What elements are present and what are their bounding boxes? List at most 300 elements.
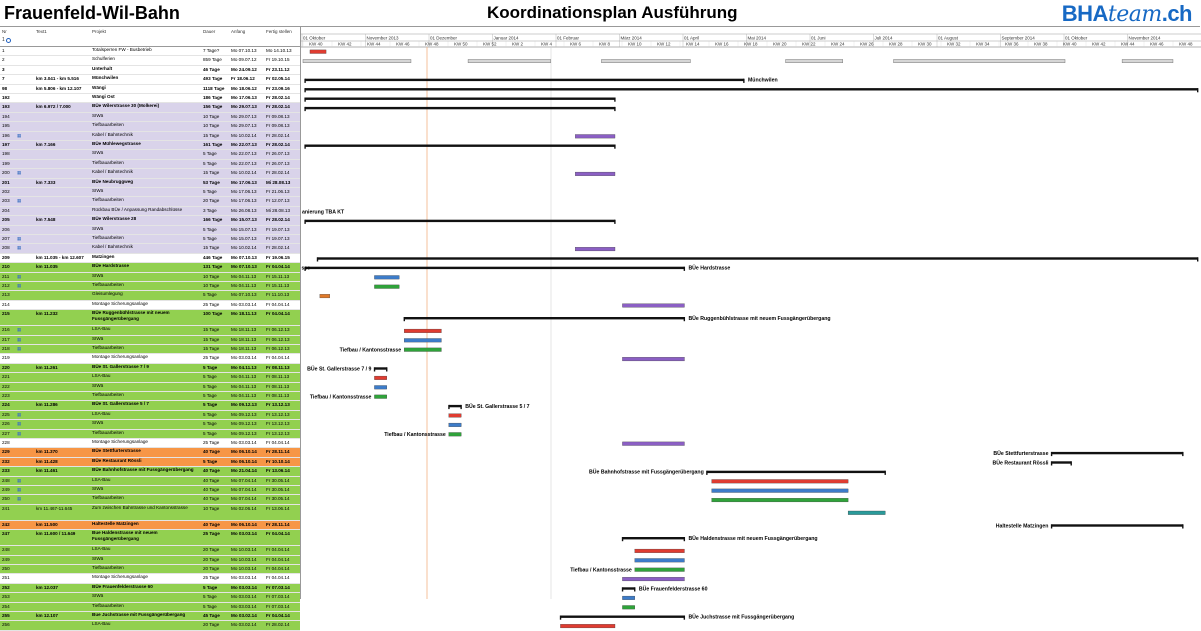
row-text1: km 7.548 — [36, 217, 56, 223]
row-duration: 25 Tage — [203, 301, 220, 307]
row-project: Kabel / Bahntechnik — [92, 244, 133, 250]
row-duration: 40 Tage — [203, 487, 220, 492]
row-text1: km 11.428 — [36, 458, 58, 464]
table-row[interactable] — [0, 574, 300, 583]
table-row[interactable] — [0, 505, 300, 521]
row-start: Mo 04.11.13 — [231, 283, 257, 288]
row-duration: 20 Tage — [203, 547, 220, 553]
month-label: Mai 2014 — [747, 35, 767, 41]
row-project: BÜe Wilerstrasse 28 — [92, 216, 137, 222]
row-number: 249 — [2, 556, 10, 562]
row-number: 212 — [2, 283, 10, 288]
row-duration: 25 Tage — [203, 575, 220, 581]
row-project: LSA-Bau — [92, 546, 111, 552]
row-project: Tiefbauarbeiten — [92, 235, 124, 240]
row-start: Mo 02.06.14 — [231, 505, 257, 511]
week-label: KW 12 — [657, 41, 671, 47]
bar-label-left: BÜe Restaurant Rössli — [992, 460, 1049, 467]
row-text1: km 7.166 — [36, 142, 56, 147]
table-row[interactable] — [0, 495, 300, 504]
row-finish: Fr 19.10.15 — [266, 57, 290, 63]
row-finish: Fr 28.02.14 — [266, 104, 290, 110]
table-row[interactable] — [0, 477, 300, 486]
row-number: 208 — [2, 245, 10, 251]
row-project: Montage Sicherungsanlage — [92, 354, 148, 360]
table-row[interactable] — [0, 75, 300, 84]
table-row[interactable] — [0, 301, 300, 310]
row-duration: 15 Tage — [203, 170, 220, 176]
red-task-bar — [310, 50, 326, 54]
green-task-bar — [635, 568, 685, 572]
summary-bar — [305, 79, 744, 81]
row-project: Schulferien — [92, 56, 115, 62]
table-row[interactable] — [0, 392, 300, 401]
row-duration: 25 Tage — [203, 440, 220, 445]
row-number: 226 — [2, 421, 10, 427]
row-duration: 156 Tage — [203, 104, 223, 110]
row-finish: Fr 06.12.13 — [266, 336, 290, 342]
row-number: 223 — [2, 393, 10, 398]
row-duration: 15 Tage — [203, 132, 220, 138]
month-label: März 2014 — [620, 35, 642, 41]
company-logo — [1062, 1, 1192, 27]
row-duration: 10 Tage — [203, 113, 220, 119]
col-start[interactable]: Anfang — [231, 29, 246, 34]
summary-end-mark — [614, 107, 615, 111]
row-duration: 166 Tage — [203, 217, 223, 223]
row-start: Mo 03.02.14 — [231, 613, 257, 618]
row-finish: Fr 04.04.14 — [266, 556, 290, 562]
week-label: KW 42 — [338, 41, 352, 47]
table-row[interactable] — [0, 383, 300, 392]
row-finish: Mi 28.08.13 — [266, 179, 291, 185]
col-project[interactable]: Projekt — [92, 29, 107, 34]
row-finish: Fr 28.02.14 — [266, 622, 290, 628]
table-row[interactable] — [0, 373, 300, 382]
table-row[interactable] — [0, 263, 300, 272]
row-text1: km 7.333 — [36, 179, 56, 185]
row-duration: 859 Tage — [203, 57, 222, 63]
row-project: SIWä — [92, 150, 104, 156]
row-indicator-icon: ▦ — [17, 496, 22, 502]
summary-bar — [305, 98, 615, 100]
row-project: SIWä — [92, 420, 104, 426]
table-row[interactable] — [0, 310, 300, 326]
month-label: November 2014 — [1128, 35, 1161, 41]
summary-start-mark — [304, 220, 305, 224]
summary-bar — [707, 471, 886, 473]
table-row[interactable] — [0, 273, 300, 282]
row-start: Mo 09.12.13 — [231, 421, 257, 427]
col-finish[interactable]: Fertig stellen — [266, 29, 292, 34]
row-start: Mo 17.06.13 — [231, 198, 257, 204]
row-duration: 5 Tage — [203, 421, 217, 427]
table-row[interactable] — [0, 411, 300, 420]
bar-prefix-label: sse — [301, 265, 311, 272]
table-row[interactable] — [0, 439, 300, 448]
table-row[interactable] — [0, 430, 300, 439]
bar-label-left: Tiefbau / Kantonsstrasse — [309, 394, 372, 401]
row-duration: 40 Tage — [203, 477, 220, 483]
table-row[interactable] — [0, 467, 300, 476]
row-project: BÜe Bahnhofstrasse mit Fussgängerübergang — [92, 467, 194, 473]
row-finish: Fr 06.12.13 — [266, 327, 290, 333]
col-nr[interactable]: Nr — [2, 29, 7, 34]
row-duration: 10 Tage — [203, 283, 220, 288]
bar-label: BÜe Hardstrasse — [688, 265, 731, 272]
row-number: 224 — [2, 402, 10, 408]
table-row[interactable] — [0, 530, 300, 546]
summary-start-mark — [622, 587, 623, 591]
row-start: Mo 17.06.13 — [231, 95, 257, 100]
row-start: Mo 07.04.14 — [231, 487, 257, 492]
row-start: Mo 10.02.14 — [231, 245, 257, 251]
summary-end-mark — [386, 367, 387, 371]
summary-bar — [622, 537, 684, 539]
table-row[interactable] — [0, 169, 300, 178]
row-project: Münchwilen — [92, 75, 119, 81]
row-duration: 5 Tage — [203, 584, 218, 590]
row-duration: 45 Tage — [203, 613, 220, 618]
row-number: 7 — [2, 76, 5, 82]
table-row[interactable] — [0, 56, 300, 65]
row-start: Mo 21.04.14 — [231, 468, 257, 474]
table-row[interactable] — [0, 85, 300, 94]
row-finish: Fr 13.06.14 — [266, 468, 290, 474]
table-row[interactable] — [0, 207, 300, 216]
row-text1: km 11.261 — [36, 364, 58, 370]
row-project: BÜe Frauenfelderstrasse 60 — [92, 583, 153, 589]
table-row[interactable] — [0, 160, 300, 169]
row-finish: Fr 15.11.13 — [266, 273, 290, 279]
row-finish: Fr 26.07.13 — [266, 160, 290, 166]
row-duration: 15 Tage — [203, 327, 220, 333]
row-project: Unterhalt — [92, 65, 113, 71]
summary-end-mark — [1182, 452, 1183, 456]
summary-start-mark — [304, 79, 305, 83]
row-project: BÜe Restaurant Rössli — [92, 457, 142, 463]
table-row[interactable] — [0, 336, 300, 345]
row-start: Mo 04.11.13 — [231, 383, 257, 389]
table-row[interactable] — [0, 244, 300, 253]
row-project: SIWä — [92, 112, 104, 118]
row-number: 254 — [2, 603, 10, 609]
row-start: Mo 15.07.13 — [231, 236, 257, 241]
row-start: Mo 06.10.14 — [231, 458, 257, 464]
table-row[interactable] — [0, 584, 300, 593]
row-project: Tiefbauarbeiten — [92, 345, 124, 350]
summary-bar — [305, 220, 615, 222]
row-number: 205 — [2, 217, 10, 223]
summary-end-mark — [885, 471, 886, 475]
row-start: Mo 22.07.13 — [231, 160, 257, 166]
month-label: 01 April — [684, 35, 700, 41]
row-finish: Fr 04.04.14 — [266, 613, 290, 618]
row-start: Mo 04.11.13 — [231, 393, 257, 398]
row-duration: 7 Tage? — [203, 48, 220, 53]
bar-label: Münchwilen — [747, 77, 778, 84]
table-row[interactable] — [0, 354, 300, 363]
table-row[interactable] — [0, 621, 300, 630]
row-start: Mo 07.04.14 — [231, 477, 257, 483]
row-project: Tiefbauarbeiten — [92, 429, 124, 435]
table-row[interactable] — [0, 326, 300, 335]
row-number: 3 — [2, 66, 5, 72]
row-duration: 40 Tage — [203, 449, 220, 455]
row-start: Mo 22.07.13 — [231, 142, 257, 147]
holiday-bar — [468, 60, 551, 63]
table-row[interactable] — [0, 66, 300, 75]
bar-label-left: Haltestelle Matzingen — [995, 523, 1049, 530]
table-row[interactable] — [0, 122, 300, 131]
row-number: 194 — [2, 113, 10, 119]
table-row[interactable] — [0, 565, 300, 574]
table-row[interactable] — [0, 603, 300, 612]
row-project: LSA-Bau — [92, 621, 111, 627]
table-row[interactable] — [0, 94, 300, 103]
row-start: Mo 07.10.13 — [231, 292, 257, 298]
row-project: SIWä — [92, 382, 104, 388]
row-project: Montage Sicherungsanlage — [92, 574, 148, 580]
row-finish: Fr 04.04.14 — [266, 566, 290, 571]
row-project: Haltestelle Matzingen — [92, 520, 139, 526]
row-duration: 5 Tage — [203, 458, 218, 464]
summary-bar — [305, 267, 684, 269]
row-start: Mo 09.07.12 — [231, 57, 257, 63]
week-label: KW 8 — [599, 41, 611, 47]
row-duration: 20 Tage — [203, 566, 220, 571]
row-one-label: 1 — [2, 37, 5, 43]
table-row[interactable] — [0, 420, 300, 429]
row-number: 200 — [2, 170, 10, 176]
row-duration: 5 Tage — [203, 189, 217, 194]
table-row[interactable] — [0, 179, 300, 188]
blue-task-bar — [635, 559, 685, 563]
red-task-bar — [635, 549, 685, 553]
row-finish: Fr 28.11.14 — [266, 521, 290, 527]
table-row[interactable] — [0, 113, 300, 122]
row-duration: 15 Tage — [203, 346, 220, 351]
row-number: 248 — [2, 547, 10, 553]
orange-task-bar — [320, 294, 330, 298]
holiday-bar — [1122, 60, 1173, 63]
row-project: SIWä — [92, 272, 104, 278]
summary-end-mark — [634, 587, 635, 591]
row-text1: km 11.232 — [36, 311, 58, 317]
row-duration: 20 Tage — [203, 198, 220, 204]
week-label: KW 26 — [860, 41, 874, 47]
table-row[interactable] — [0, 188, 300, 197]
row-number: 211 — [2, 273, 10, 279]
row-indicator-icon: ▦ — [17, 336, 22, 342]
row-finish: Fr 08.11.13 — [266, 383, 290, 389]
table-row[interactable] — [0, 282, 300, 291]
project-title: Frauenfeld-Wil-Bahn — [4, 3, 180, 23]
col-text1[interactable]: Text1 — [36, 29, 47, 34]
row-number: 241 — [2, 505, 10, 511]
table-row[interactable] — [0, 546, 300, 555]
row-finish: Fr 28.11.14 — [266, 449, 290, 455]
summary-start-mark — [304, 88, 305, 92]
row-number: 206 — [2, 226, 10, 232]
table-row[interactable] — [0, 345, 300, 354]
blue-task-bar — [374, 386, 386, 390]
green-task-bar — [374, 285, 399, 289]
summary-end-mark — [1182, 524, 1183, 528]
row-start: Mo 10.02.14 — [231, 132, 257, 138]
table-row[interactable] — [0, 486, 300, 495]
row-finish: Mi 28.08.13 — [266, 207, 291, 213]
row-finish: Fr 28.02.14 — [266, 142, 290, 147]
row-start: Mo 29.07.13 — [231, 104, 257, 110]
table-row[interactable] — [0, 226, 300, 235]
bar-label: BÜe St. Gallerstrasse 5 / 7 — [465, 403, 530, 410]
summary-end-mark — [684, 616, 685, 620]
table-row[interactable] — [0, 401, 300, 410]
table-row[interactable] — [0, 364, 300, 373]
row-project: SIWä — [92, 188, 104, 193]
holiday-bar — [894, 60, 1065, 63]
row-duration: 5 Tage — [203, 383, 217, 389]
row-number: 202 — [2, 189, 10, 194]
row-finish: Fr 28.02.14 — [266, 217, 290, 223]
summary-start-mark — [317, 257, 318, 261]
row-project: LSA-Bau — [92, 476, 111, 482]
row-number: 207 — [2, 236, 10, 241]
row-finish: Fr 13.12.13 — [266, 430, 290, 436]
purple-task-bar — [622, 357, 684, 361]
row-number: 250 — [2, 496, 10, 502]
row-finish: Fr 23.11.12 — [266, 66, 290, 72]
table-row[interactable] — [0, 150, 300, 159]
summary-start-mark — [1051, 452, 1052, 456]
row-start: Fr 18.06.12 — [231, 76, 255, 82]
green-task-bar — [404, 348, 441, 352]
row-project: SIWä — [92, 486, 104, 491]
row-indicator-icon: ▦ — [17, 346, 22, 351]
info-icon — [6, 38, 11, 43]
col-duration[interactable]: Dauer — [203, 29, 216, 34]
row-duration: 5 Tage — [203, 226, 217, 232]
table-row[interactable] — [0, 593, 300, 602]
summary-start-mark — [1051, 461, 1052, 465]
summary-start-mark — [404, 317, 405, 321]
row-start: Mo 29.07.13 — [231, 113, 257, 119]
table-row[interactable] — [0, 235, 300, 244]
red-task-bar — [404, 329, 441, 333]
row-duration: 5 Tage — [203, 374, 217, 380]
table-row[interactable] — [0, 448, 300, 457]
summary-bar — [317, 257, 1197, 259]
row-finish: Fr 23.09.16 — [266, 85, 290, 91]
row-duration: 20 Tage — [203, 622, 220, 628]
summary-start-mark — [304, 107, 305, 111]
table-row[interactable] — [0, 103, 300, 112]
table-row[interactable] — [0, 141, 300, 150]
row-indicator-icon: ▦ — [17, 411, 22, 417]
row-number: 215 — [2, 311, 10, 317]
summary-bar — [404, 317, 684, 319]
row-finish: Fr 04.04.14 — [266, 301, 290, 307]
summary-end-mark — [1071, 461, 1072, 465]
row-finish: Fr 08.11.13 — [266, 364, 290, 370]
gantt-chart — [300, 27, 1200, 621]
summary-start-mark — [304, 145, 305, 149]
holiday-bar — [786, 60, 843, 63]
row-start: Mo 03.03.14 — [231, 440, 257, 445]
summary-end-mark — [684, 537, 685, 541]
week-label: KW 2 — [512, 41, 524, 47]
week-label: KW 40 — [1063, 41, 1077, 47]
row-project: Tiefbauarbeiten — [92, 159, 124, 165]
row-indicator-icon: ▦ — [17, 487, 22, 492]
table-row[interactable] — [0, 291, 300, 300]
table-row[interactable] — [0, 216, 300, 225]
table-row[interactable] — [0, 556, 300, 565]
summary-end-mark — [743, 79, 744, 83]
table-row[interactable] — [0, 254, 300, 263]
row-project: Matzingen — [92, 253, 115, 259]
summary-start-mark — [706, 471, 707, 475]
row-start: Mo 18.11.13 — [231, 346, 257, 351]
row-start: Mo 04.11.13 — [231, 273, 257, 279]
row-start: Mo 03.03.14 — [231, 531, 257, 537]
row-start: Mo 17.06.13 — [231, 179, 257, 185]
row-finish: Fr 06.12.13 — [266, 346, 290, 351]
header — [0, 0, 1200, 27]
row-finish: Mo 14.10.13 — [266, 48, 292, 53]
row-duration: 40 Tage — [203, 468, 220, 474]
row-number: 221 — [2, 374, 10, 380]
row-duration: 5 Tage — [203, 364, 218, 370]
row-duration: 15 Tage — [203, 336, 220, 342]
row-number: 253 — [2, 594, 10, 600]
week-label: KW 32 — [947, 41, 961, 47]
table-row[interactable] — [0, 197, 300, 206]
row-project: Kabel / Bahntechnik — [92, 131, 133, 137]
table-row[interactable] — [0, 132, 300, 141]
table-header — [0, 27, 300, 47]
row-start: Mo 15.07.13 — [231, 226, 257, 232]
row-duration: 25 Tage — [203, 531, 220, 537]
row-number: 228 — [2, 440, 10, 445]
row-finish: Fr 28.02.14 — [266, 170, 290, 176]
row-number: 232 — [2, 458, 10, 464]
row-project: BÜe Hardstrasse — [92, 263, 130, 269]
row-start: Mo 10.02.14 — [231, 170, 257, 176]
blue-task-bar — [404, 339, 441, 343]
logo-suffix: .ch — [1161, 1, 1192, 26]
row-finish: Fr 07.03.14 — [266, 584, 290, 590]
row-text1: km 11.370 — [36, 449, 58, 455]
row-start: Mo 03.03.14 — [231, 355, 257, 361]
week-label: KW 40 — [309, 41, 323, 47]
row-duration: 20 Tage — [203, 556, 220, 562]
row-number: 252 — [2, 584, 10, 590]
row-number: 255 — [2, 613, 10, 618]
row-start: Mo 06.10.14 — [231, 449, 257, 455]
table-row[interactable] — [0, 458, 300, 467]
table-row[interactable] — [0, 521, 300, 530]
row-project: Gleisumlegung — [92, 291, 123, 297]
week-label: KW 22 — [802, 41, 816, 47]
row-project: BÜe St. Gallerstrasse 5 / 7 — [92, 401, 149, 407]
table-row[interactable] — [0, 47, 300, 56]
row-number: 199 — [2, 160, 10, 166]
row-finish: Fr 19.07.13 — [266, 226, 290, 232]
row-project: Tiefbauarbeiten — [92, 282, 124, 287]
table-row[interactable] — [0, 612, 300, 621]
